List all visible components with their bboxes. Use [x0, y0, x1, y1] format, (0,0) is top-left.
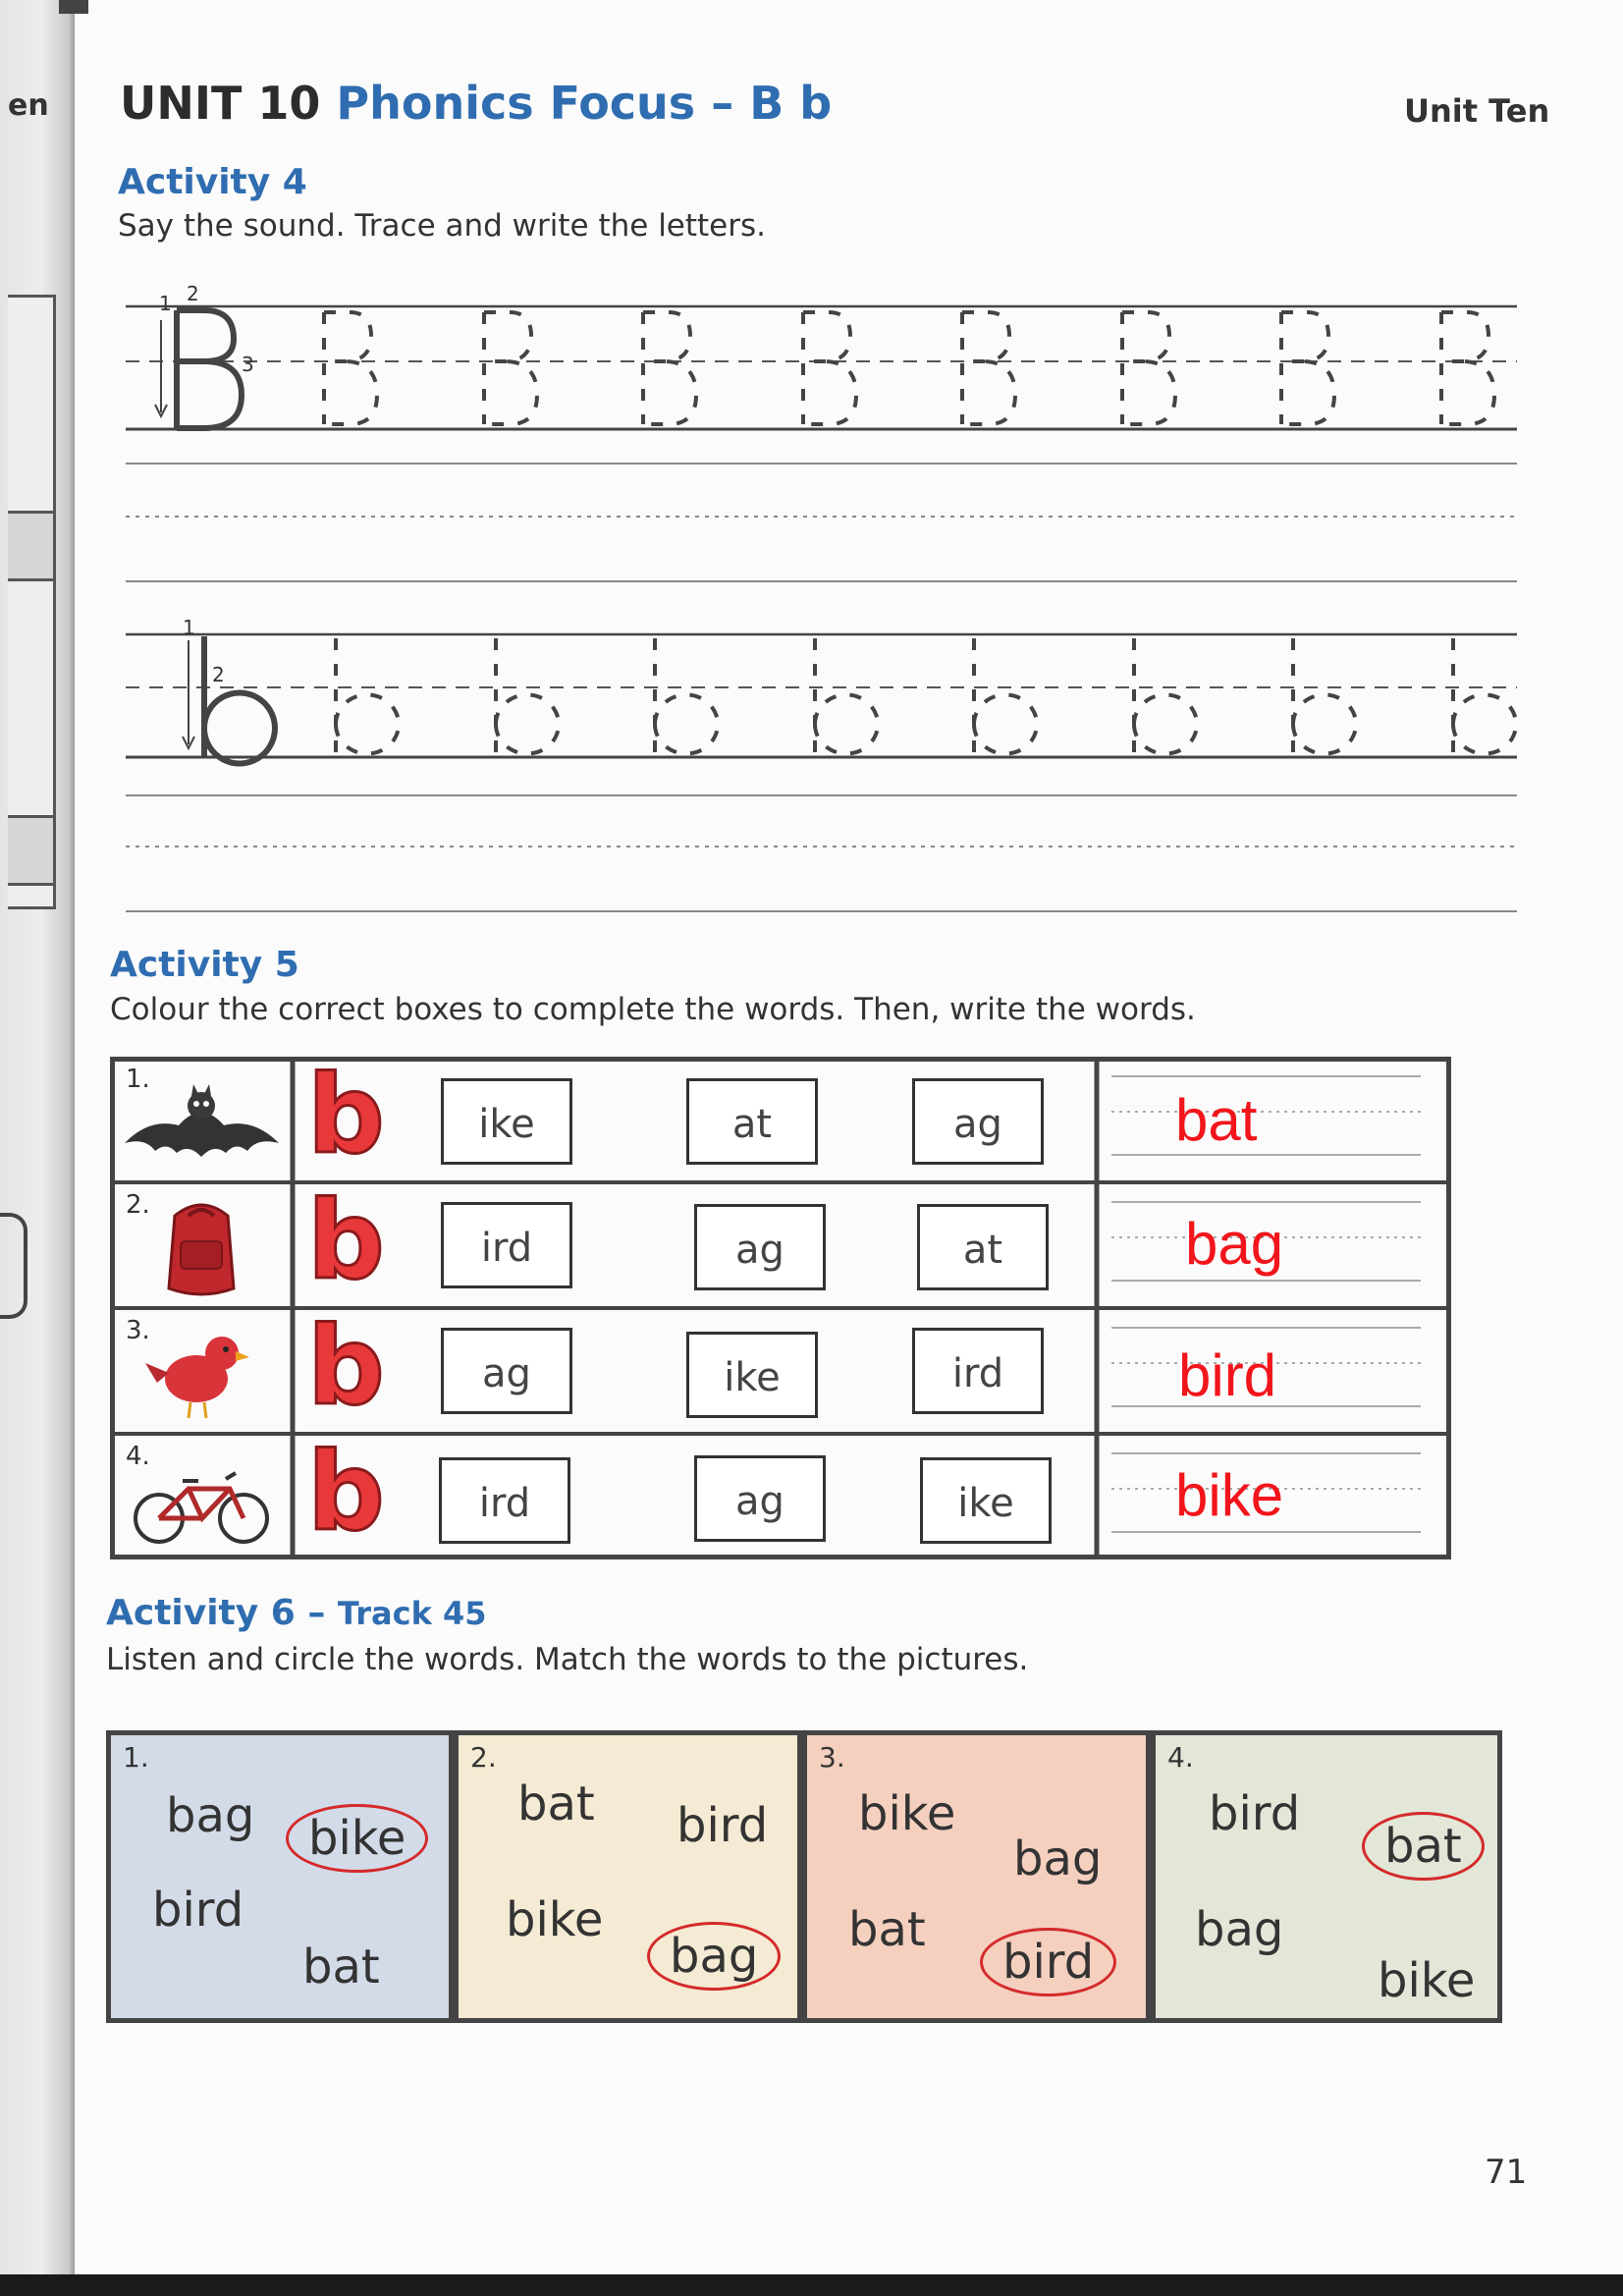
dotted-lowercase-b[interactable] — [974, 638, 1037, 754]
box-number: 2. — [470, 1741, 497, 1774]
scan-bottom-edge — [0, 2274, 1623, 2296]
ending-option-box[interactable]: at — [917, 1204, 1049, 1290]
word-option[interactable]: bird — [1209, 1786, 1301, 1841]
page-number: 71 — [1485, 2153, 1528, 2192]
svg-text:2: 2 — [187, 282, 199, 305]
svg-text:2: 2 — [212, 663, 225, 686]
written-answer[interactable]: bag — [1185, 1211, 1284, 1277]
table-row — [110, 1429, 1451, 1559]
word-option[interactable]: bike — [506, 1892, 604, 1947]
word-option[interactable]: bag — [1195, 1902, 1284, 1957]
table-row — [110, 1177, 1451, 1308]
model-lowercase-b — [183, 616, 275, 764]
letter-b: b — [307, 1303, 385, 1429]
activity-4-title: Activity 4 — [118, 162, 307, 202]
dotted-uppercase-b[interactable] — [324, 312, 377, 424]
previous-page-tab-text: en — [8, 88, 49, 123]
handwriting-practice-area[interactable] — [0, 0, 1623, 982]
dotted-lowercase-b[interactable] — [1134, 638, 1197, 754]
circled-word[interactable]: bag — [647, 1922, 781, 1991]
dotted-uppercase-b[interactable] — [484, 312, 537, 424]
trace-lowercase-b-row[interactable] — [336, 638, 1516, 754]
activity-5-table — [110, 1052, 1451, 1559]
circled-word[interactable]: bike — [286, 1804, 428, 1873]
word-option[interactable]: bike — [1378, 1953, 1476, 2008]
word-option[interactable]: bag — [166, 1788, 255, 1843]
svg-text:1: 1 — [159, 292, 172, 315]
ending-option-box[interactable]: at — [686, 1078, 818, 1165]
dotted-lowercase-b[interactable] — [1453, 638, 1516, 754]
box-number: 4. — [1167, 1741, 1194, 1774]
dotted-lowercase-b[interactable] — [496, 638, 559, 754]
word-option[interactable]: bird — [676, 1798, 769, 1853]
ending-option-box[interactable]: ird — [912, 1328, 1044, 1414]
table-row — [110, 1052, 1451, 1182]
handwriting-lines — [0, 0, 1623, 982]
word-option[interactable]: bag — [1013, 1831, 1103, 1886]
word-option[interactable]: bird — [152, 1883, 244, 1938]
word-option[interactable]: bat — [517, 1777, 595, 1831]
dotted-lowercase-b[interactable] — [336, 638, 399, 754]
activity-6-title — [106, 1593, 487, 1633]
bird-picture — [110, 1308, 293, 1434]
dotted-lowercase-b[interactable] — [655, 638, 718, 754]
phonics-focus-title: Phonics Focus – B b — [336, 77, 833, 130]
svg-text:3: 3 — [242, 353, 254, 376]
row-number: 1. — [126, 1065, 150, 1094]
ending-option-box[interactable]: ird — [441, 1202, 572, 1288]
ending-option-box[interactable]: ike — [441, 1078, 572, 1165]
word-option[interactable]: bike — [858, 1786, 956, 1841]
svg-text:1: 1 — [183, 616, 195, 639]
activity-5-instruction: Colour the correct boxes to complete the words. Then, write the words. — [110, 992, 1196, 1027]
row-number: 4. — [126, 1442, 150, 1471]
activity-4-instruction: Say the sound. Trace and write the letters. — [118, 208, 767, 244]
word-box-3 — [802, 1730, 1151, 2023]
table-row — [110, 1303, 1451, 1434]
dotted-uppercase-b[interactable] — [962, 312, 1015, 424]
title-dash: – — [307, 1593, 326, 1633]
letter-b: b — [307, 1429, 385, 1555]
ending-option-box[interactable]: ike — [686, 1332, 818, 1418]
dotted-lowercase-b[interactable] — [1293, 638, 1356, 754]
letter-b: b — [307, 1177, 385, 1303]
box-number: 3. — [819, 1741, 845, 1774]
dotted-uppercase-b[interactable] — [643, 312, 696, 424]
ending-option-box[interactable]: ird — [439, 1457, 570, 1544]
writing-lines — [1102, 1057, 1435, 1182]
trace-uppercase-b-row[interactable] — [324, 312, 1494, 424]
unit-name-right: Unit Ten — [1404, 92, 1550, 130]
written-answer[interactable]: bird — [1178, 1342, 1277, 1408]
activity-6-label: Activity 6 — [106, 1593, 296, 1633]
dotted-uppercase-b[interactable] — [803, 312, 856, 424]
written-answer[interactable]: bat — [1175, 1087, 1258, 1153]
ending-option-box[interactable]: ag — [912, 1078, 1044, 1165]
row-number: 3. — [126, 1316, 150, 1345]
row-number: 2. — [126, 1190, 150, 1220]
track-label: Track 45 — [337, 1595, 487, 1632]
circled-word[interactable]: bat — [1362, 1812, 1485, 1881]
bag-picture — [110, 1182, 293, 1308]
ending-option-box[interactable]: ag — [694, 1204, 826, 1290]
dotted-uppercase-b[interactable] — [1122, 312, 1175, 424]
activity-6-instruction: Listen and circle the words. Match the words to the pictures. — [106, 1642, 1029, 1677]
dotted-uppercase-b[interactable] — [1441, 312, 1494, 424]
previous-page-bracket — [0, 1213, 27, 1319]
bat-picture — [110, 1057, 293, 1182]
dotted-uppercase-b[interactable] — [1281, 312, 1334, 424]
circled-word[interactable]: bird — [980, 1928, 1116, 1996]
written-answer[interactable]: bike — [1175, 1462, 1284, 1528]
unit-number: UNIT 10 — [120, 77, 321, 130]
word-box-2 — [454, 1730, 802, 2023]
ending-option-box[interactable]: ike — [920, 1457, 1052, 1544]
dotted-lowercase-b[interactable] — [815, 638, 878, 754]
activity-5-title: Activity 5 — [110, 945, 299, 985]
model-uppercase-b — [155, 282, 254, 428]
ending-option-box[interactable]: ag — [441, 1328, 572, 1414]
word-box-4 — [1151, 1730, 1502, 2023]
box-number: 1. — [123, 1741, 149, 1774]
word-option[interactable]: bat — [848, 1902, 926, 1957]
word-option[interactable]: bat — [302, 1940, 380, 1995]
ending-option-box[interactable]: ag — [694, 1455, 826, 1542]
bike-picture — [110, 1434, 293, 1559]
word-box-1 — [106, 1730, 454, 2023]
letter-b: b — [307, 1052, 385, 1177]
